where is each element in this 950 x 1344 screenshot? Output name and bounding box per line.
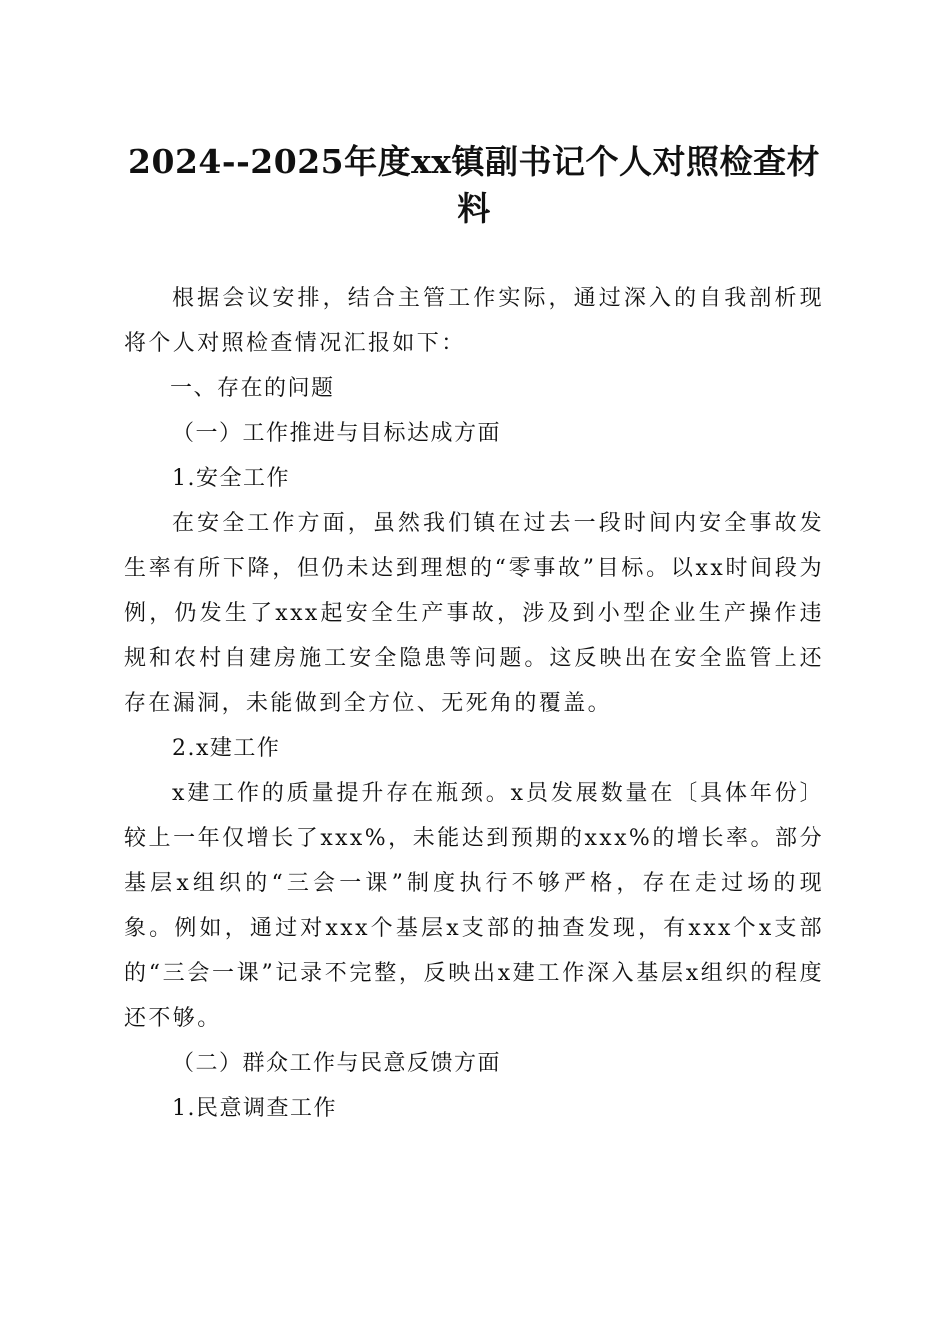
- item-heading-x-construction: 2.x建工作: [172, 736, 281, 761]
- intro-paragraph: 根据会议安排，结合主管工作实际，通过深入的自我剖析现将个人对照检查情况汇报如下：: [124, 286, 824, 356]
- x-construction-paragraph: x建工作的质量提升存在瓶颈。x员发展数量在〔具体年份〕较上一年仅增长了xxx%，未能达到预期的xxx%的增长率。部分基层x组织的“三会一课”制度执行不够严格，存在走过场的现象。例如，通过对xxx个基层x支部的抽查发现，有xxx个x支部的“三会一课”记录不完整，反映出x建工作深入基层x组织的程度还不够。: [124, 781, 824, 1031]
- document-title: 2024--2025年度xx镇副书记个人对照检查材料: [128, 142, 820, 228]
- item-heading-safety: 1.安全工作: [172, 466, 290, 491]
- subsection-heading-work-progress: （一）工作推进与目标达成方面: [172, 421, 502, 446]
- safety-paragraph: 在安全工作方面，虽然我们镇在过去一段时间内安全事故发生率有所下降，但仍未达到理想的“零事故”目标。以xx时间段为例，仍发生了xxx起安全生产事故，涉及到小型企业生产操作违规和农村自建房施工安全隐患等问题。这反映出在安全监管上还存在漏洞，未能做到全方位、无死角的覆盖。: [124, 511, 824, 716]
- document-body: [124, 276, 824, 1131]
- item-heading-public-survey: 1.民意调查工作: [172, 1096, 337, 1121]
- section-heading-problems: 一、存在的问题: [170, 376, 335, 401]
- subsection-heading-mass-work: （二）群众工作与民意反馈方面: [172, 1051, 502, 1076]
